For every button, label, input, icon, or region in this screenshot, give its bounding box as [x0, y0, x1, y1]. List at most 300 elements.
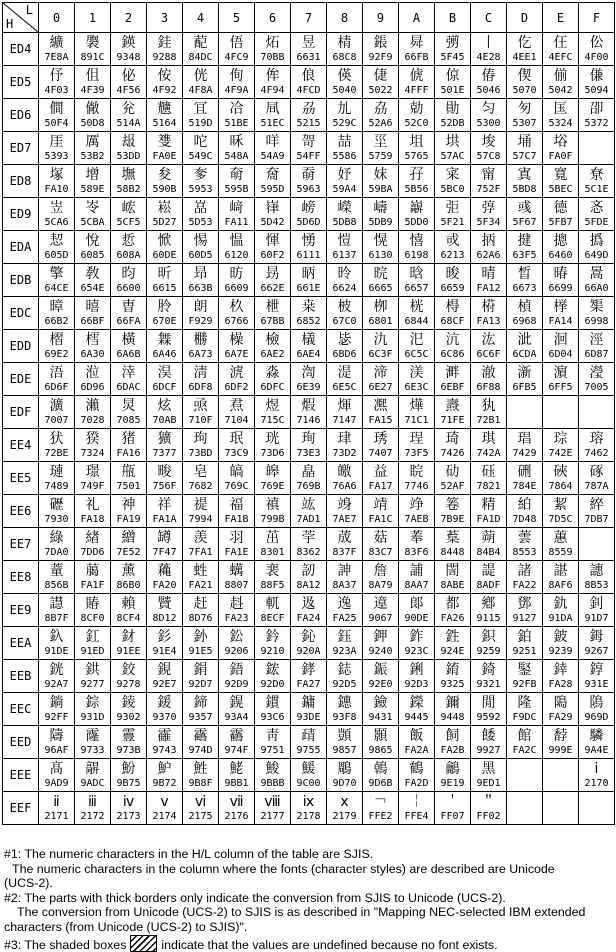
glyph-EEA-4: 釥 — [193, 628, 208, 645]
cell-EDC-E — [543, 297, 579, 330]
cell-EDD-1 — [75, 330, 111, 363]
unicode-EDC-2: 66FA — [116, 315, 141, 327]
row-label-ED4: ED4 — [3, 33, 39, 66]
cell-EEE-8 — [327, 759, 363, 792]
row-label-ED7: ED7 — [3, 132, 39, 165]
unicode-EDE-4: 6DF8 — [188, 381, 213, 393]
glyph-EE8-8: 訷 — [337, 562, 352, 579]
glyph-EEE-0: 髙 — [49, 760, 64, 777]
glyph-EDD-E: 洄 — [553, 331, 568, 348]
glyph-EDA-5: 愠 — [229, 232, 244, 249]
cell-ED4-1 — [75, 33, 111, 66]
glyph-EDB-9: 晥 — [373, 265, 388, 282]
unicode-ED4-0: 7E8A — [44, 51, 69, 63]
unicode-ED9-6: 5D42 — [260, 216, 285, 228]
unicode-ED7-2: 53DD — [116, 150, 141, 162]
cell-EEF-B — [435, 792, 471, 825]
glyph-ED6-1: 僘 — [85, 100, 100, 117]
glyph-EDF-A: 燁 — [409, 397, 424, 414]
cell-EE9-A — [399, 594, 435, 627]
cell-EE7-7 — [291, 528, 327, 561]
glyph-EDD-D: 泚 — [517, 331, 532, 348]
unicode-EDA-B: 6213 — [440, 249, 465, 261]
cell-EDC-2 — [111, 297, 147, 330]
unicode-ED6-7: 5215 — [296, 117, 321, 129]
cell-EEE-E-undefined-hatch — [543, 759, 579, 792]
cell-EDE-2 — [111, 363, 147, 396]
cell-EED-A — [399, 726, 435, 759]
glyph-EEC-D: 隆 — [517, 694, 532, 711]
cell-EEF-F-blank — [579, 792, 615, 825]
glyph-EE5-F: 硺 — [589, 463, 604, 480]
cell-EDA-B — [435, 231, 471, 264]
cell-EDE-C — [471, 363, 507, 396]
glyph-EDD-0: 槢 — [49, 331, 64, 348]
unicode-ED7-4: 549C — [188, 150, 213, 162]
glyph-EE8-9: 詹 — [373, 562, 388, 579]
glyph-EDF-0: 瀇 — [49, 397, 64, 414]
glyph-EDD-3: 橆 — [157, 331, 172, 348]
cell-ED8-3 — [147, 165, 183, 198]
unicode-ED6-F: 5372 — [584, 117, 609, 129]
unicode-EE9-8: FA25 — [332, 612, 357, 624]
cell-ED6-E — [543, 99, 579, 132]
glyph-EDA-4: 惕 — [193, 232, 208, 249]
unicode-EE7-D: 8553 — [512, 546, 537, 558]
unicode-EE8-1: FA1F — [80, 579, 105, 591]
cell-EEF-E-blank — [543, 792, 579, 825]
unicode-EDD-0: 69E2 — [44, 348, 69, 360]
unicode-EDD-7: 6AE4 — [296, 348, 321, 360]
glyph-ED4-5: 俉 — [229, 34, 244, 51]
cell-EDE-6 — [255, 363, 291, 396]
cell-ED8-2 — [111, 165, 147, 198]
cell-EEE-9 — [363, 759, 399, 792]
cell-EEC-8 — [327, 693, 363, 726]
hatch-swatch-icon — [130, 935, 157, 952]
cell-ED7-E — [543, 132, 579, 165]
glyph-EE7-D: 蕓 — [517, 529, 532, 546]
glyph-ED8-1: 增 — [85, 166, 100, 183]
unicode-ED6-0: 50F4 — [44, 117, 69, 129]
glyph-ED9-D: 彧 — [517, 199, 532, 216]
glyph-ED5-4: 侊 — [193, 67, 208, 84]
cell-EE8-8 — [327, 561, 363, 594]
glyph-EE4-9: 琇 — [373, 430, 388, 447]
cell-EEA-B — [435, 627, 471, 660]
glyph-EE7-C: 蒴 — [481, 529, 496, 546]
table-row-EEB — [3, 660, 615, 693]
table-row-EE7 — [3, 528, 615, 561]
glyph-EDB-6: 昮 — [265, 265, 280, 282]
glyph-EEF-0: ⅱ — [53, 793, 60, 810]
cell-EDC-6 — [255, 297, 291, 330]
cell-EEE-D-undefined-hatch — [507, 759, 543, 792]
unicode-ED8-8: 59A4 — [332, 183, 357, 195]
glyph-EDA-F: 撝 — [589, 232, 604, 249]
glyph-EEB-B: 錥 — [445, 661, 460, 678]
unicode-EEB-B: 9325 — [440, 678, 465, 690]
glyph-EDC-5: 杦 — [229, 298, 244, 315]
page — [0, 2, 616, 951]
glyph-EDD-9: 氿 — [373, 331, 388, 348]
unicode-EDF-3: 70AB — [152, 414, 177, 426]
unicode-EEE-A: FA2D — [404, 777, 429, 789]
cell-ED6-5 — [219, 99, 255, 132]
cell-EDB-E — [543, 264, 579, 297]
glyph-EE9-0: 譿 — [49, 595, 64, 612]
unicode-EDE-A: 6E3C — [404, 381, 429, 393]
cell-EE7-0 — [39, 528, 75, 561]
unicode-EEE-3: 9B72 — [152, 777, 177, 789]
cell-EDB-6 — [255, 264, 291, 297]
unicode-ED8-C: 752F — [476, 183, 501, 195]
glyph-ED4-0: 纊 — [49, 34, 64, 51]
glyph-EDC-4: 朗 — [193, 298, 208, 315]
glyph-EE6-4: 禔 — [193, 496, 208, 513]
cell-EEC-D — [507, 693, 543, 726]
cell-ED6-C — [471, 99, 507, 132]
unicode-EEE-6: 9BBB — [260, 777, 285, 789]
unicode-EE9-C: 9115 — [476, 612, 501, 624]
glyph-ED4-8: 棈 — [337, 34, 352, 51]
corner-label-h: H — [6, 17, 14, 31]
cell-EE7-8 — [327, 528, 363, 561]
cell-EE7-2 — [111, 528, 147, 561]
cell-EDC-A — [399, 297, 435, 330]
cell-ED6-7 — [291, 99, 327, 132]
glyph-EEF-7: ⅸ — [302, 793, 315, 810]
glyph-EE5-C: 砡 — [481, 463, 496, 480]
glyph-ED7-D: 埇 — [517, 133, 532, 150]
glyph-ED7-E: 﨏 — [553, 133, 568, 150]
cell-EDE-D — [507, 363, 543, 396]
unicode-EE8-A: 8AA7 — [404, 579, 429, 591]
unicode-EDC-6: 67BB — [260, 315, 285, 327]
glyph-EE4-1: 猤 — [85, 430, 100, 447]
cell-EDE-F — [579, 363, 615, 396]
cell-EE9-F — [579, 594, 615, 627]
glyph-EDE-2: 涬 — [121, 364, 136, 381]
glyph-EED-D: 館 — [517, 727, 532, 744]
unicode-EDE-F: 7005 — [584, 381, 609, 393]
glyph-EE5-B: 劯 — [445, 463, 460, 480]
cell-ED5-3 — [147, 66, 183, 99]
glyph-EE6-2: 神 — [121, 496, 136, 513]
unicode-EDC-1: 66BF — [80, 315, 105, 327]
unicode-EDE-3: 6DCF — [152, 381, 177, 393]
glyph-EE6-3: 祥 — [157, 496, 172, 513]
unicode-EDF-1: 7028 — [80, 414, 105, 426]
glyph-EED-7: 靕 — [301, 727, 316, 744]
cell-EE9-B — [435, 594, 471, 627]
unicode-ED4-8: 68C8 — [332, 51, 357, 63]
glyph-ED9-A: 巐 — [409, 199, 424, 216]
cell-ED9-8 — [327, 198, 363, 231]
cell-ED4-9 — [363, 33, 399, 66]
cell-ED5-C — [471, 66, 507, 99]
glyph-EE4-5: 珉 — [229, 430, 244, 447]
unicode-EE5-6: 769E — [260, 480, 285, 492]
glyph-EE5-A: 睆 — [409, 463, 424, 480]
glyph-ED5-C: 偆 — [481, 67, 496, 84]
cell-EDF-A — [399, 396, 435, 429]
unicode-ED5-D: 5070 — [512, 84, 537, 96]
unicode-EEE-4: 9B8F — [188, 777, 213, 789]
unicode-EED-5: 974F — [224, 744, 249, 756]
unicode-ED8-4: 5953 — [188, 183, 213, 195]
cell-EDF-7 — [291, 396, 327, 429]
unicode-EDB-9: 6665 — [368, 282, 393, 294]
unicode-ED4-A: 66FB — [404, 51, 429, 63]
cell-ED7-8 — [327, 132, 363, 165]
cell-EEE-7 — [291, 759, 327, 792]
unicode-EE7-1: 7DD6 — [80, 546, 105, 558]
glyph-ED7-0: 厓 — [49, 133, 64, 150]
unicode-EDA-8: 6137 — [332, 249, 357, 261]
glyph-EED-C: 餧 — [481, 727, 496, 744]
glyph-EDA-C: 抦 — [481, 232, 496, 249]
table-row-EE9 — [3, 594, 615, 627]
glyph-ED4-E: 仼 — [553, 34, 568, 51]
unicode-ED8-B: 5BC0 — [440, 183, 465, 195]
unicode-EEC-5: 93A4 — [224, 711, 249, 723]
cell-EE8-6 — [255, 561, 291, 594]
unicode-EE9-6: 8ECF — [260, 612, 285, 624]
unicode-ED6-9: 52A6 — [368, 117, 393, 129]
cell-ED6-2 — [111, 99, 147, 132]
unicode-EE5-5: 769C — [224, 480, 249, 492]
unicode-EE9-5: FA23 — [224, 612, 249, 624]
glyph-ED8-A: 孖 — [409, 166, 424, 183]
footnotes — [4, 847, 610, 952]
cell-EED-2 — [111, 726, 147, 759]
cell-EE7-A — [399, 528, 435, 561]
cell-EDE-3 — [147, 363, 183, 396]
unicode-EE9-D: 9127 — [512, 612, 537, 624]
unicode-ED9-8: 5DB8 — [332, 216, 357, 228]
glyph-EDE-8: 湜 — [337, 364, 352, 381]
cell-ED4-D — [507, 33, 543, 66]
glyph-EE5-5: 皜 — [229, 463, 244, 480]
glyph-ED9-B: 弡 — [445, 199, 460, 216]
cell-ED4-E — [543, 33, 579, 66]
cell-EE9-0 — [39, 594, 75, 627]
glyph-EEC-1: 錝 — [85, 694, 100, 711]
cell-ED8-F — [579, 165, 615, 198]
cell-EE6-3 — [147, 495, 183, 528]
cell-EE9-1 — [75, 594, 111, 627]
unicode-EE9-B: FA26 — [440, 612, 465, 624]
col-header-1: 1 — [75, 3, 111, 33]
unicode-EE5-0: 7489 — [44, 480, 69, 492]
glyph-EED-B: 飼 — [445, 727, 460, 744]
unicode-ED7-D: 57C7 — [512, 150, 537, 162]
glyph-EE8-2: 薰 — [121, 562, 136, 579]
unicode-EE4-0: 72BE — [44, 447, 69, 459]
cell-EE6-5 — [219, 495, 255, 528]
unicode-ED7-9: 5759 — [368, 150, 393, 162]
unicode-EED-B: FA2B — [440, 744, 465, 756]
cell-EEB-6 — [255, 660, 291, 693]
unicode-EE8-E: 8AF6 — [548, 579, 573, 591]
glyph-EE9-D: 鄧 — [517, 595, 532, 612]
cell-EDE-0 — [39, 363, 75, 396]
unicode-EEA-9: 9240 — [368, 645, 393, 657]
cell-EDA-4 — [183, 231, 219, 264]
glyph-ED5-9: 倢 — [373, 67, 388, 84]
glyph-EDB-3: 昕 — [157, 265, 172, 282]
glyph-ED9-0: 岦 — [49, 199, 64, 216]
unicode-ED6-5: 51BE — [224, 117, 249, 129]
glyph-EED-3: 靃 — [157, 727, 172, 744]
unicode-ED6-D: 5307 — [512, 117, 537, 129]
col-header-0: 0 — [39, 3, 75, 33]
unicode-ED7-8: 5586 — [332, 150, 357, 162]
unicode-EE5-F: 787A — [584, 480, 609, 492]
unicode-EDD-A: 6C5C — [404, 348, 429, 360]
glyph-EED-E: 馞 — [553, 727, 568, 744]
unicode-ED5-4: 4F8A — [188, 84, 213, 96]
unicode-EDB-4: 663B — [188, 282, 213, 294]
unicode-EE6-A: 7AEB — [404, 513, 429, 525]
unicode-EE4-D: 7429 — [512, 447, 537, 459]
glyph-EDE-9: 渧 — [373, 364, 388, 381]
glyph-EDD-B: 沆 — [445, 331, 460, 348]
unicode-EEC-A: 9445 — [404, 711, 429, 723]
unicode-EDD-F: 6D87 — [584, 348, 609, 360]
unicode-EE5-A: 7746 — [404, 480, 429, 492]
cell-EE7-B — [435, 528, 471, 561]
glyph-ED5-2: 佖 — [121, 67, 136, 84]
cell-EEA-5 — [219, 627, 255, 660]
cell-EDA-9 — [363, 231, 399, 264]
glyph-EDC-C: 﨓 — [481, 298, 496, 315]
glyph-EE6-6: 禛 — [265, 496, 280, 513]
cell-EE9-8 — [327, 594, 363, 627]
unicode-ED9-D: 5F67 — [512, 216, 537, 228]
glyph-ED8-5: 奛 — [229, 166, 244, 183]
glyph-EEB-D: 鋻 — [517, 661, 532, 678]
cell-EDE-9 — [363, 363, 399, 396]
unicode-ED8-2: 58B2 — [116, 183, 141, 195]
unicode-EE8-F: 8B53 — [584, 579, 609, 591]
glyph-EEE-3: 魲 — [157, 760, 172, 777]
glyph-EED-6: 靑 — [265, 727, 280, 744]
cell-ED5-9 — [363, 66, 399, 99]
glyph-ED6-9: 劦 — [373, 100, 388, 117]
unicode-EDA-5: 6120 — [224, 249, 249, 261]
column-header-row — [3, 3, 615, 33]
unicode-EED-C: 9927 — [476, 744, 501, 756]
cell-ED7-D — [507, 132, 543, 165]
unicode-ED7-E: FA0F — [548, 150, 573, 162]
cell-EDB-7 — [291, 264, 327, 297]
cell-EDD-B — [435, 330, 471, 363]
cell-EED-7 — [291, 726, 327, 759]
glyph-EEF-C: ＂ — [481, 793, 496, 810]
cell-EDA-C — [471, 231, 507, 264]
row-label-EDE: EDE — [3, 363, 39, 396]
table-row-EDF — [3, 396, 615, 429]
cell-EE5-D — [507, 462, 543, 495]
cell-ED9-D — [507, 198, 543, 231]
unicode-EE8-B: 8ABE — [440, 579, 465, 591]
unicode-ED8-D: 5BD8 — [512, 183, 537, 195]
glyph-ED7-1: 厲 — [85, 133, 100, 150]
unicode-EEA-5: 9206 — [224, 645, 249, 657]
unicode-EE8-6: 88F5 — [260, 579, 285, 591]
unicode-ED6-C: 5300 — [476, 117, 501, 129]
unicode-ED9-9: 5DB9 — [368, 216, 393, 228]
unicode-EDE-0: 6D6F — [44, 381, 69, 393]
glyph-ED4-3: 銈 — [157, 34, 172, 51]
cell-ED8-D — [507, 165, 543, 198]
unicode-EE7-E: 8559 — [548, 546, 573, 558]
corner-label-l: L — [25, 3, 33, 17]
cell-EDF-5 — [219, 396, 255, 429]
glyph-EE9-1: 賰 — [85, 595, 100, 612]
glyph-EDB-F: 暠 — [589, 265, 604, 282]
unicode-EE7-2: 7E52 — [116, 546, 141, 558]
unicode-EDF-0: 7007 — [44, 414, 69, 426]
cell-EDE-A — [399, 363, 435, 396]
unicode-EDB-1: 654E — [80, 282, 105, 294]
col-header-2: 2 — [111, 3, 147, 33]
col-header-5: 5 — [219, 3, 255, 33]
unicode-EE8-2: 86B0 — [116, 579, 141, 591]
cell-ED9-5 — [219, 198, 255, 231]
cell-EE6-4 — [183, 495, 219, 528]
cell-ED9-0 — [39, 198, 75, 231]
unicode-EDA-7: 6111 — [296, 249, 321, 261]
unicode-EE4-C: 742A — [476, 447, 501, 459]
unicode-EE8-5: 8807 — [224, 579, 249, 591]
unicode-EE5-B: 52AF — [440, 480, 465, 492]
glyph-EDF-6: 煜 — [265, 397, 280, 414]
glyph-EE9-A: 郞 — [409, 595, 424, 612]
unicode-EDA-3: 60DE — [152, 249, 177, 261]
cell-EE9-9 — [363, 594, 399, 627]
cell-EDC-5 — [219, 297, 255, 330]
unicode-EEB-E: FA28 — [548, 678, 573, 690]
table-row-EEC — [3, 693, 615, 726]
unicode-ED7-A: 5765 — [404, 150, 429, 162]
unicode-ED4-9: 92F9 — [368, 51, 393, 63]
cell-EDD-F — [579, 330, 615, 363]
cell-EE6-7 — [291, 495, 327, 528]
glyph-EDA-1: 悅 — [85, 232, 100, 249]
glyph-ED8-2: 墲 — [121, 166, 136, 183]
glyph-ED8-8: 妤 — [337, 166, 352, 183]
glyph-EEA-3: 釤 — [157, 628, 172, 645]
cell-EE7-5 — [219, 528, 255, 561]
glyph-EDF-2: 炅 — [121, 397, 136, 414]
cell-EEE-6 — [255, 759, 291, 792]
unicode-EEF-2: 2173 — [116, 810, 141, 822]
glyph-ED5-E: 偂 — [553, 67, 568, 84]
glyph-EDA-A: 憘 — [409, 232, 424, 249]
unicode-EEB-4: 92D7 — [188, 678, 213, 690]
cell-EEA-F — [579, 627, 615, 660]
unicode-ED8-1: 589E — [80, 183, 105, 195]
cell-ED4-F — [579, 33, 615, 66]
unicode-ED5-5: 4F9A — [224, 84, 249, 96]
glyph-EE6-C: 精 — [481, 496, 496, 513]
unicode-EED-7: 9755 — [296, 744, 321, 756]
glyph-EDE-6: 淼 — [265, 364, 280, 381]
glyph-EDB-D: 晳 — [517, 265, 532, 282]
